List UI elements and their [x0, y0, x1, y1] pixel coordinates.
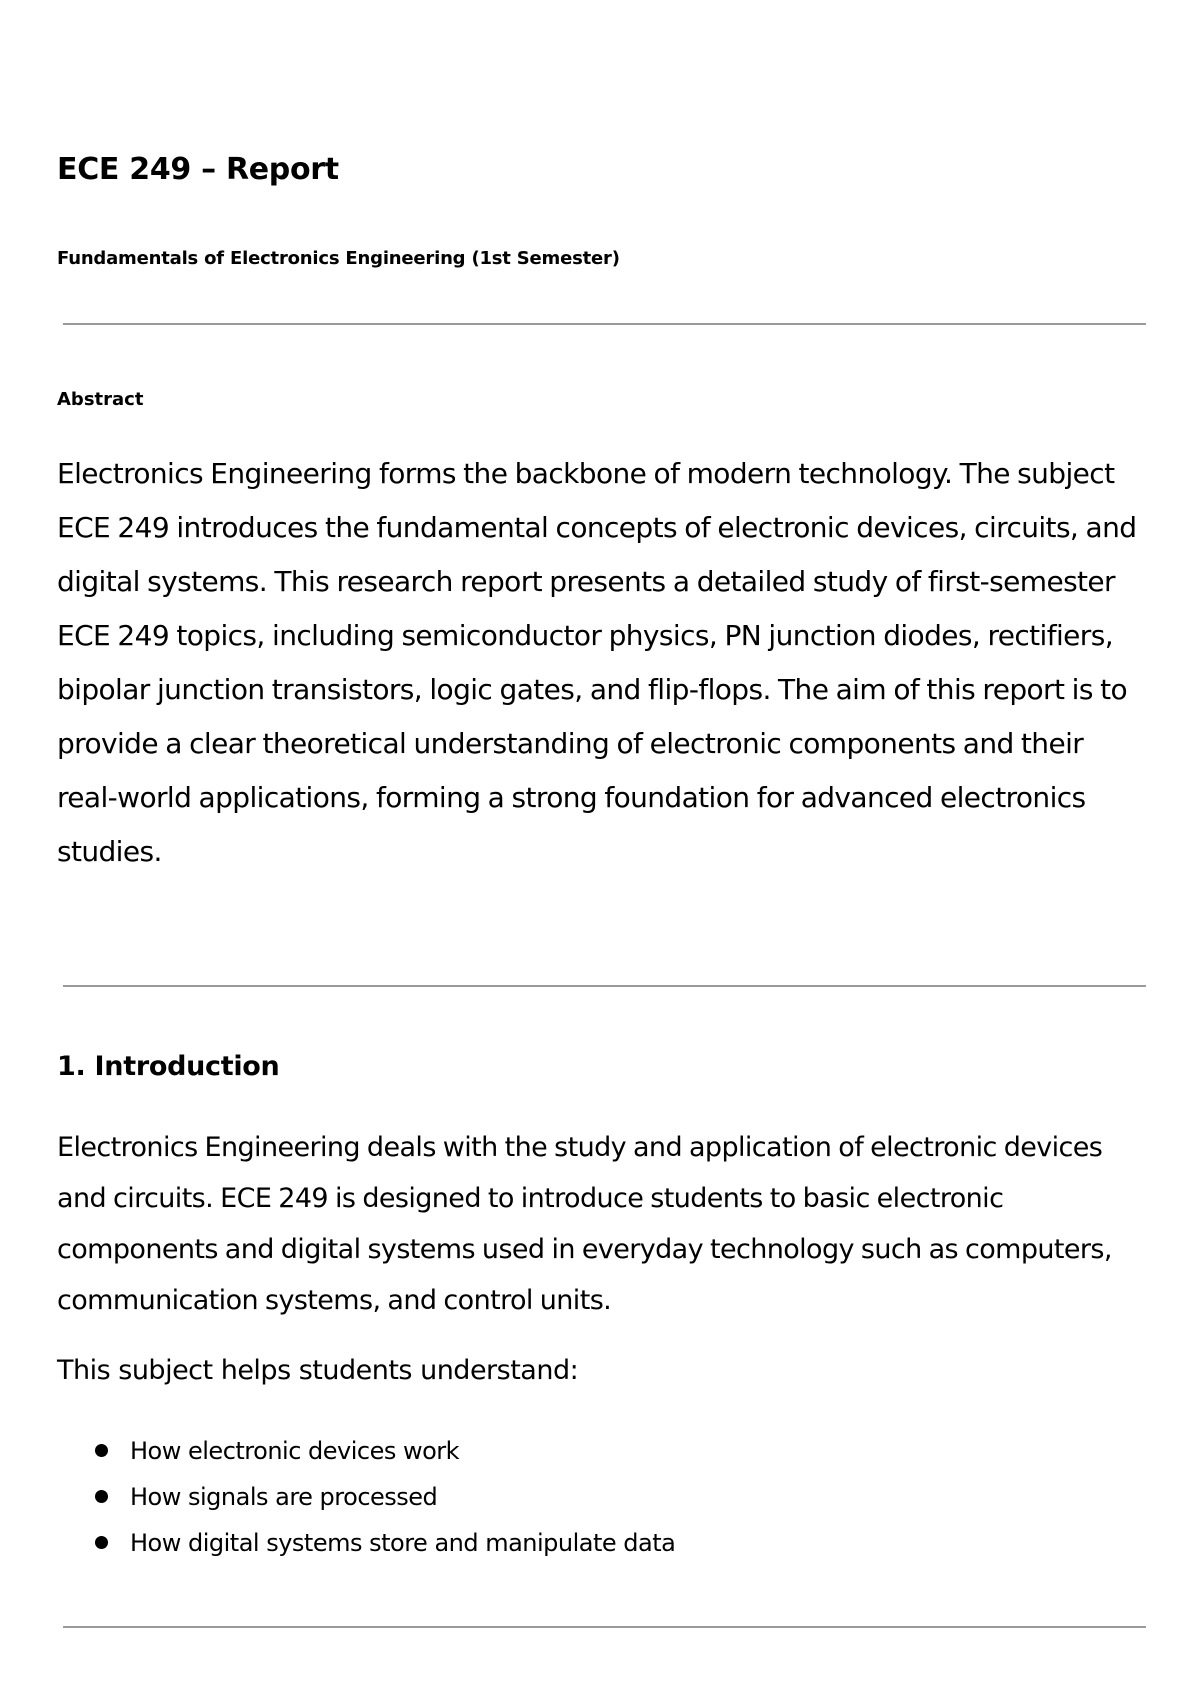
list-item — [95, 1520, 675, 1566]
section-divider — [63, 323, 1146, 325]
section-divider — [63, 985, 1146, 987]
list-item-text: How digital systems store and manipulate data — [130, 1529, 676, 1557]
abstract-label: Abstract — [57, 389, 144, 410]
list-item-text: How signals are processed — [130, 1483, 438, 1511]
bullet-icon — [95, 1536, 108, 1549]
document-title: ECE 249 – Report — [57, 152, 339, 187]
list-item-text: How electronic devices work — [130, 1437, 460, 1465]
bullet-list — [95, 1428, 675, 1566]
introduction-lead: This subject helps students understand: — [57, 1355, 579, 1386]
list-item — [95, 1474, 675, 1520]
document-subtitle: Fundamentals of Electronics Engineering (1st Semester) — [57, 248, 620, 269]
bullet-icon — [95, 1490, 108, 1503]
introduction-paragraph: Electronics Engineering deals with the study and application of electronic devices and circuits. ECE 249 is designed to introduce students to basic electronic components and digital systems used in everyday technology such as computers, communication systems, and control units. — [57, 1132, 1112, 1316]
introduction-heading: 1. Introduction — [57, 1051, 280, 1082]
bullet-icon — [95, 1444, 108, 1457]
section-divider — [63, 1626, 1146, 1628]
list-item — [95, 1428, 675, 1474]
abstract-text: Electronics Engineering forms the backbone of modern technology. The subject ECE 249 introduces the fundamental concepts of electronic devices, circuits, and digital systems. This research report presents a detailed study of first-semester ECE 249 topics, including semiconductor physics, PN junction diodes, rectifiers, bipolar junction transistors, logic gates, and flip-flops. The aim of this report is to provide a clear theoretical understanding of electronic components and their real-world applications, forming a strong foundation for advanced electronics studies. — [57, 457, 1137, 868]
